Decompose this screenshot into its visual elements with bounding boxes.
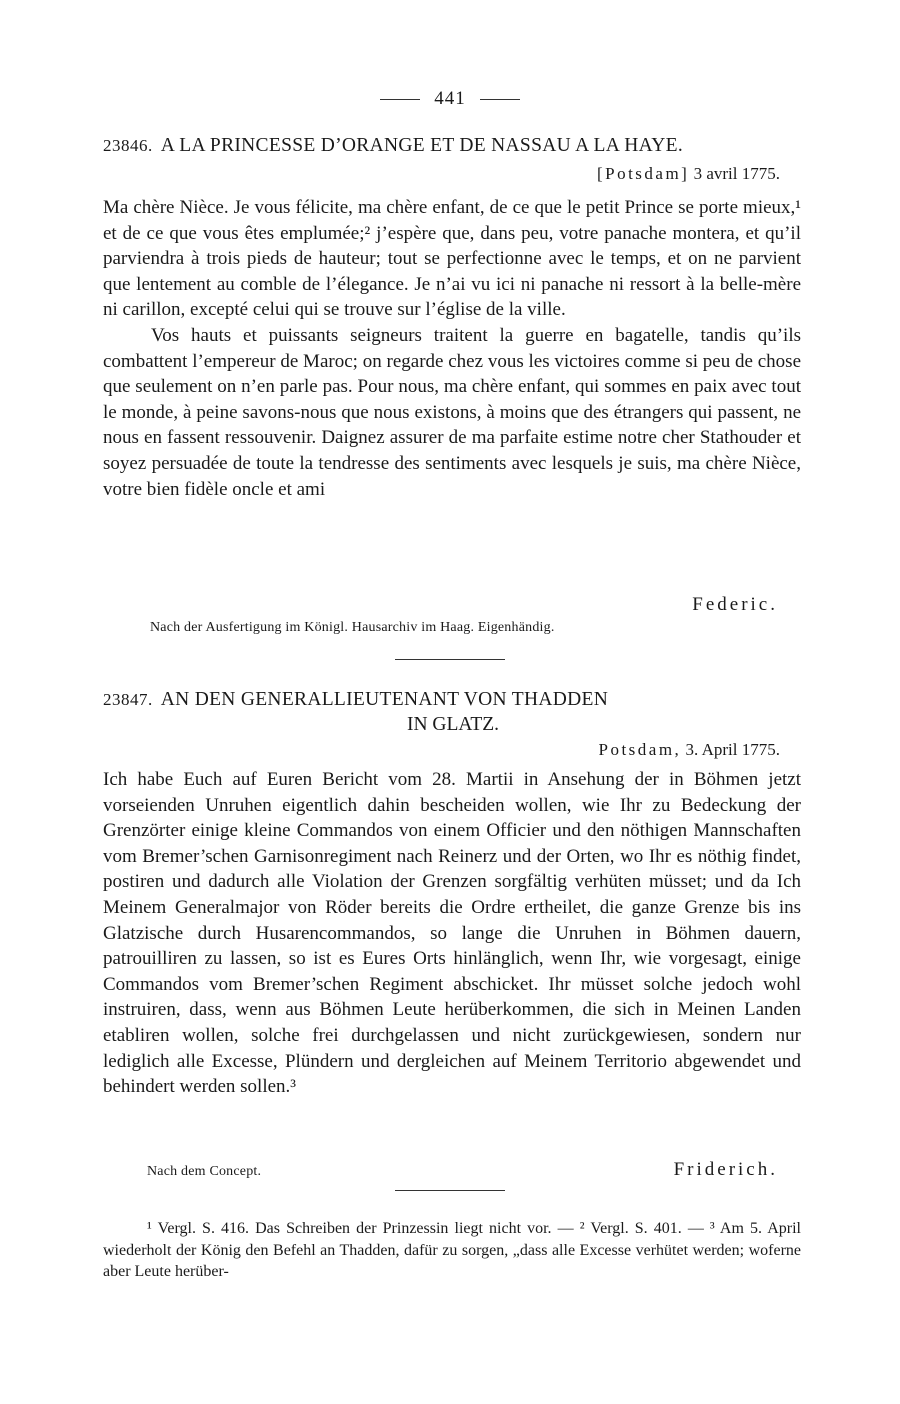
letter2-dateline	[598, 740, 780, 760]
letter2-dateline-place: Potsdam,	[598, 740, 682, 759]
letter1-body	[103, 195, 801, 502]
letter2-paragraph-1: Ich habe Euch auf Euren Bericht vom 28. Martii in Ansehung der in Böhmen jetzt vorseienden Unruhen eigentlich dahin bescheiden wollen, wie Ihr zu Bedeckung der Grenzörter einige kleine Commandos von einem Officier und den nöthigen Mannschaften vom Bremer’schen Garnisonregiment nach Reinerz und der Orten, wo Ihr es nöthig findet, postiren und dadurch alle Violation der Grenzen sorgfältig verhüten müsset; und da Ich Meinem Generalmajor von Röder bereits die Ordre ertheilet, die ganze Grenze bis ins Glatzische durch Husarencommandos, so lange die Unruhen in Böhmen dauern, patrouilliren zu lassen, so ist es Eures Orts hinlänglich, wenn Ihr, wie vorgesagt, einige Commandos vom Bremer’schen Regiment abschicket. Ihr müsset solche jedoch wohl instruiren, dass, wenn aus Böhmen Leute herüberkommen, die sich in Meinen Landen etabliren wollen, solche frei durchgelassen und nicht zurückgewiesen, sondern nur lediglich alle Excesse, Plündern und dergleichen auf Meinem Territorio abgewendet und behindert werden sollen.³	[103, 769, 801, 1098]
letter2-source: Nach dem Concept.	[147, 1164, 262, 1179]
page-number-text: 441	[434, 88, 466, 109]
letter1-number: 23846.	[103, 136, 153, 155]
letter1-dateline-date: 3 avril 1775.	[693, 164, 780, 183]
letter2-body	[103, 767, 801, 1100]
page-number	[0, 88, 900, 110]
letter1-dateline-place: [Potsdam]	[596, 164, 690, 183]
letter1-title: A LA PRINCESSE D’ORANGE ET DE NASSAU A LA HAYE.	[160, 135, 683, 156]
letter2-signature: Friderich.	[673, 1159, 778, 1180]
letter2-dateline-date: 3. April 1775.	[685, 740, 780, 759]
letter1-signature: Federic.	[692, 594, 778, 615]
footnotes-text: ¹ Vergl. S. 416. Das Schreiben der Prinzessin liegt nicht vor. — ² Vergl. S. 401. — ³ Am 5. April wiederholt der König den Befehl an Thadden, dafür zu sorgen, „dass alle Excesse verhütet werden; woferne aber Leute herüber-	[103, 1220, 801, 1280]
letter2-number: 23847.	[103, 690, 153, 709]
letter2-heading	[103, 687, 803, 737]
letter1-dateline	[597, 164, 780, 184]
page-number-dash-left	[380, 99, 420, 100]
letter1-heading	[103, 133, 803, 158]
letter2-title-line2: IN GLATZ.	[406, 714, 500, 735]
letter1-source: Nach der Ausfertigung im Königl. Hausarchiv im Haag. Eigenhändig.	[150, 620, 555, 635]
letter2-title-line1: AN DEN GENERALLIEUTENANT VON THADDEN	[160, 689, 609, 710]
section-divider	[395, 659, 505, 660]
footnote-divider	[395, 1190, 505, 1191]
letter1-paragraph-2: Vos hauts et puissants seigneurs traitent la guerre en bagatelle, tandis qu’ils combattent l’empereur de Maroc; on regarde chez vous les victoires comme si peu de chose que seulement on n’en parle pas. Pour nous, ma chère enfant, qui sommes en paix avec tout le monde, à peine savons-nous que nous existons, à moins que des étrangers qui passent, ne nous en fassent ressouvenir. Daignez assurer de ma parfaite estime notre cher Stathouder et soyez persuadée de toute la tendresse des sentiments avec lesquels je suis, ma chère Nièce, votre bien fidèle oncle et ami	[103, 324, 801, 500]
page-number-dash-right	[480, 99, 520, 100]
footnotes	[103, 1218, 801, 1283]
letter1-paragraph-1: Ma chère Nièce. Je vous félicite, ma chère enfant, de ce que le petit Prince se porte mieux,¹ et de ce que vous êtes emplumée;² j’espère que, dans peu, votre panache montera, et qu’il parviendra à trois pieds de hauteur; tout se perfectionne avec le temps, et on ne parvient que lentement au comble de l’élegance. Je n’ai vu ici ni panache ni ressort à la belle-mère ni carillon, excepté celui qui se trouve sur l’église de la ville.	[103, 197, 801, 321]
